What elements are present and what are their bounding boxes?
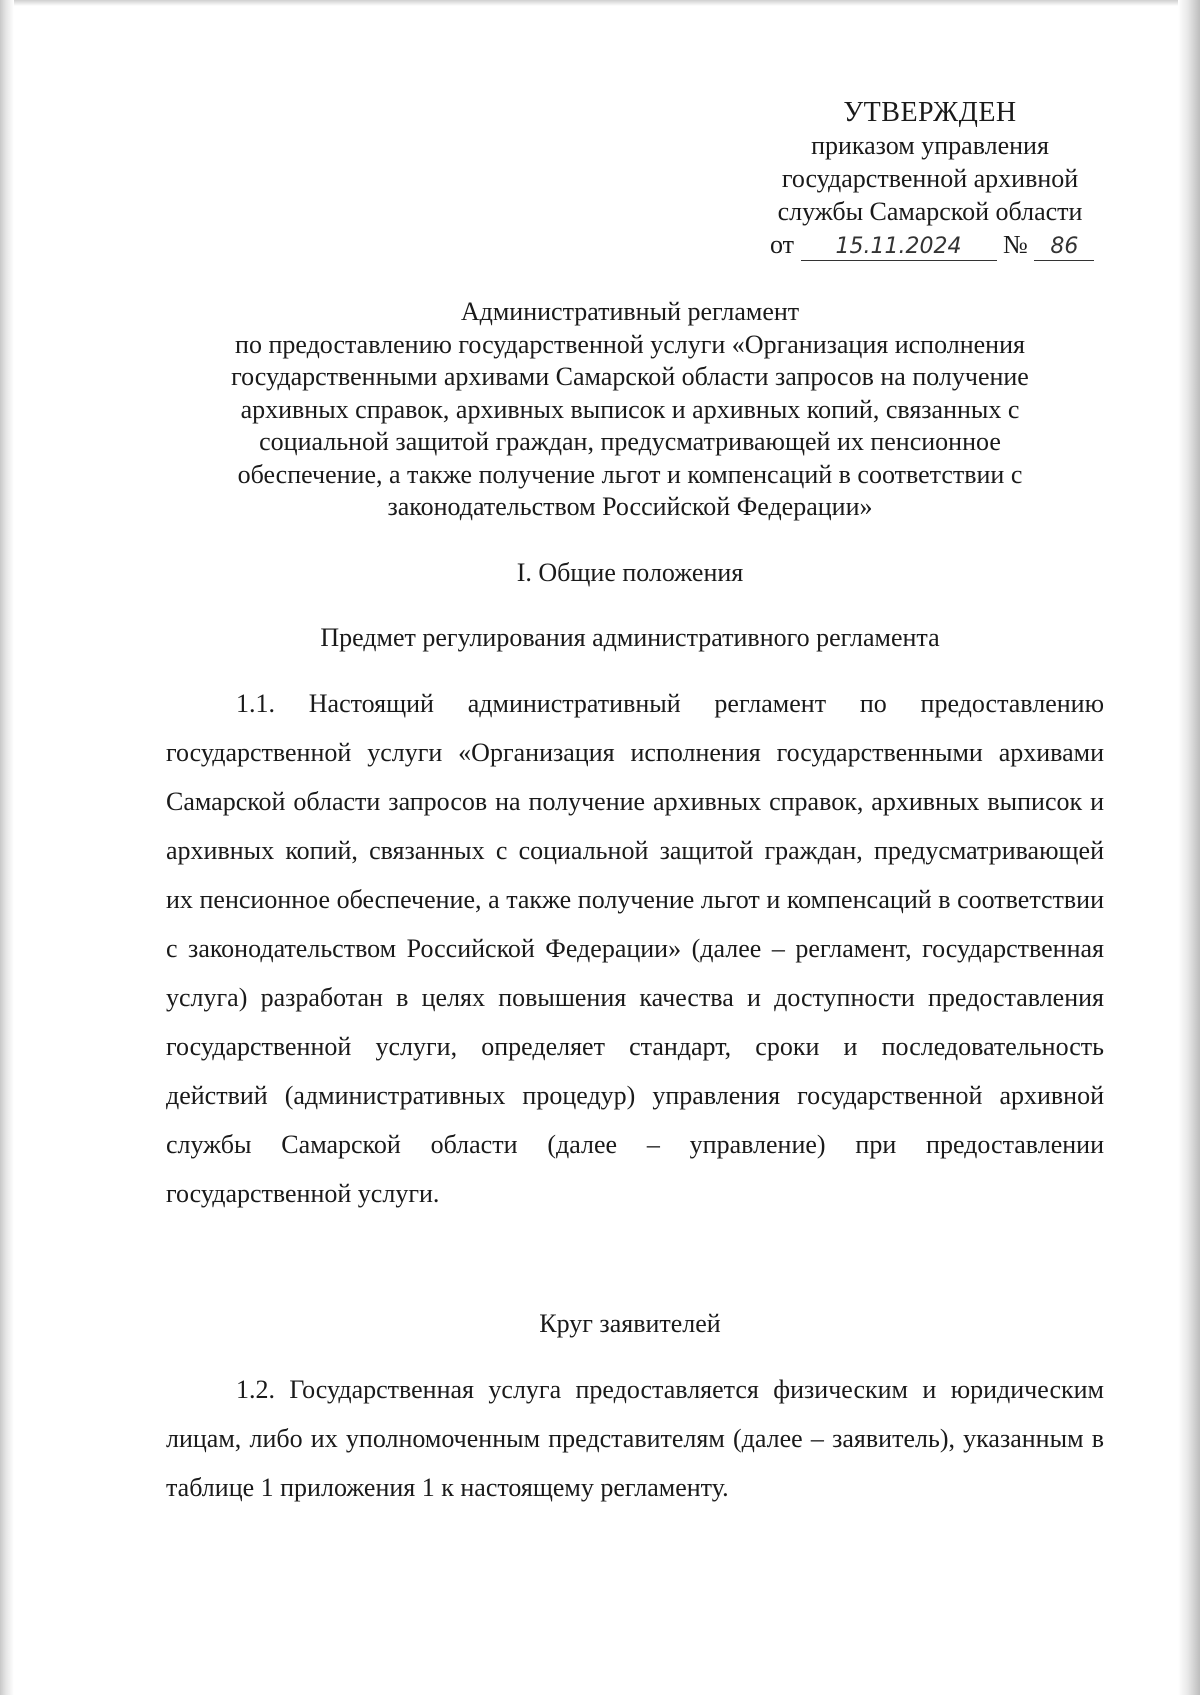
approval-stamp-block: [760, 96, 1100, 261]
title-line: социальной защитой граждан, предусматривающей их пенсионное: [259, 427, 1001, 456]
document-title: [180, 296, 1080, 524]
paragraph-1-1: 1.1. Настоящий административный регламент по предоставлению государственной услуги «Организация исполнения государственными архивами Самарской области запросов на получение архивных справок, архивных выписок и архивных копий, связанных с социальной защитой граждан, предусматривающей их пенсионное обеспечение, а также получение льгот и компенсаций в соответствии с законодательством Российской Федерации» (далее – регламент, государственная услуга) разработан в целях повышения качества и доступности предоставления государственной услуги, определяет стандарт, сроки и последовательность действий (административных процедур) управления государственной архивной службы Самарской области (далее – управление) при предоставлении государственной услуги.: [166, 689, 1104, 1208]
scan-edge-left: [0, 0, 14, 1695]
section-heading: I. Общие положения: [516, 558, 744, 587]
subsection-heading-applicants: Круг заявителей: [539, 1309, 721, 1338]
subsection-heading: Предмет регулирования административного регламента: [320, 623, 940, 652]
scan-edge-right: [1178, 0, 1200, 1695]
title-line: архивных справок, архивных выписок и архивных копий, связанных с: [240, 394, 1020, 424]
approval-line: службы Самарской области: [777, 197, 1083, 226]
title-line: государственными архивами Самарской области запросов на получение: [231, 362, 1029, 391]
paragraph-1-2: 1.2. Государственная услуга предоставляется физическим и юридическим лицам, либо их уполномоченным представителям (далее – заявитель), указанным в таблице 1 приложения 1 к настоящему регламенту.: [166, 1375, 1104, 1502]
number-sign: №: [1003, 230, 1028, 259]
handwritten-date: 15.11.2024: [801, 234, 997, 261]
scan-edge-top: [0, 0, 1200, 6]
handwritten-number: 86: [1034, 234, 1094, 261]
title-line: по предоставлению государственной услуги «Организация исполнения: [235, 329, 1025, 359]
approval-heading: УТВЕРЖДЕН: [843, 97, 1017, 128]
title-line: Административный регламент: [460, 297, 800, 326]
approval-line: приказом управления: [811, 131, 1049, 160]
title-line: обеспечение, а также получение льгот и компенсаций в соответствии с: [237, 459, 1023, 489]
approval-date-line: [760, 228, 1100, 261]
approval-line: государственной архивной: [781, 164, 1079, 193]
date-prefix: от: [770, 230, 795, 259]
title-line: законодательством Российской Федерации»: [387, 492, 873, 521]
